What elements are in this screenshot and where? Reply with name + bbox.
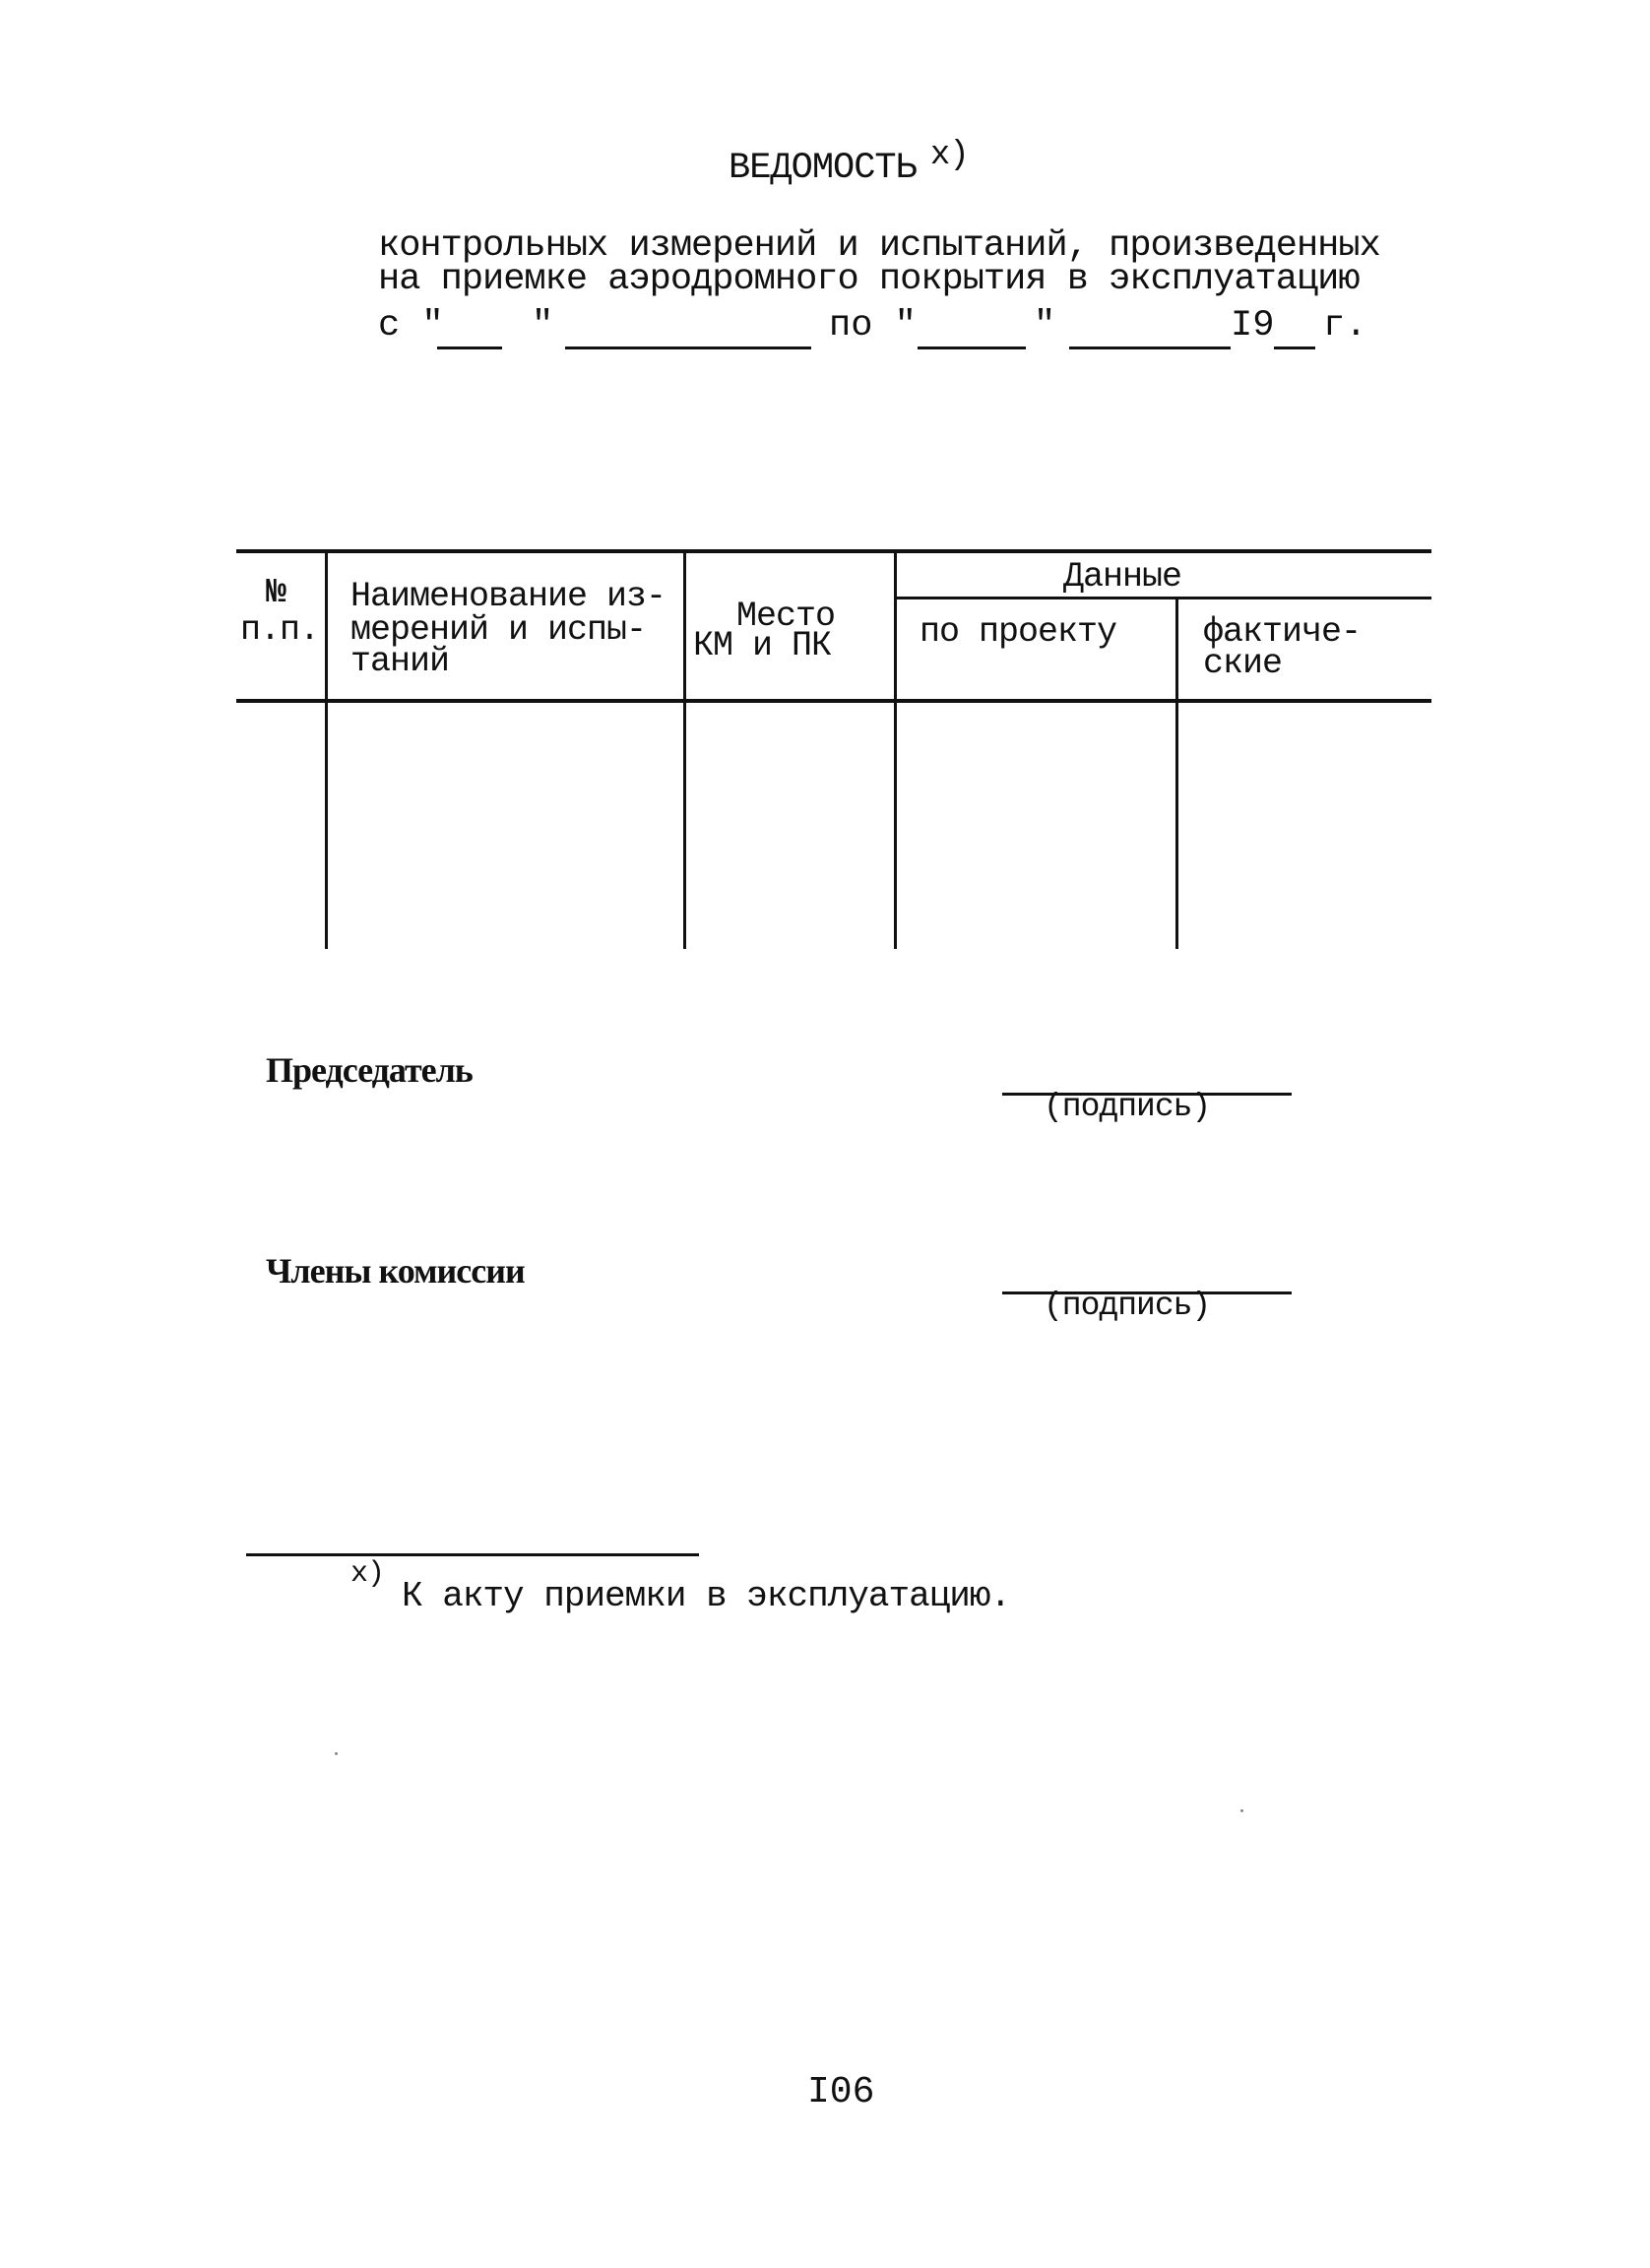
table-top-rule <box>236 549 1431 553</box>
chairman-signature-hint: (подпись) <box>1044 1089 1211 1125</box>
subtitle-line-1: контрольных измерений и испытаний, произведенных <box>378 225 1380 267</box>
col-data-group: Данные <box>1063 557 1182 597</box>
footnote-mark: x) <box>350 1557 385 1591</box>
footnote <box>350 1557 1011 1616</box>
col-place-line-1: Место <box>736 597 836 636</box>
col-actual-line-1: фактиче- <box>1203 612 1362 652</box>
title-footnote-mark: x) <box>929 137 969 174</box>
data-group-rule <box>896 597 1431 599</box>
year-prefix: I9 <box>1231 305 1275 346</box>
members-signature-hint: (подпись) <box>1044 1288 1211 1324</box>
col-num-label: п.п. <box>240 610 320 650</box>
col-divider-3 <box>894 549 897 949</box>
col-project: по проекту <box>920 612 1117 652</box>
chairman-label: Председатель <box>266 1050 473 1090</box>
col-name-line-1: Наименование из- <box>350 577 666 616</box>
col-actual-line-2: ские <box>1203 644 1283 683</box>
col-num-symbol: № <box>266 573 286 612</box>
footnote-rule <box>246 1553 699 1556</box>
date-from-quote-close: " <box>532 305 554 346</box>
col-divider-1 <box>325 549 328 949</box>
header-bottom-rule <box>236 699 1431 703</box>
col-place-line-2: КМ и ПК <box>693 626 832 665</box>
date-to-quote-close: " <box>1034 305 1056 346</box>
month-to-blank[interactable] <box>1069 346 1231 349</box>
page-number: I06 <box>807 2071 875 2113</box>
subtitle-line-2: на приемке аэродромного покрытия в эксплуатацию <box>378 259 1360 300</box>
members-label: Члены комиссии <box>266 1251 525 1291</box>
col-name-line-3: таний <box>350 642 450 681</box>
title-text: ВЕДОМОСТЬ <box>729 148 917 189</box>
scan-speck <box>335 1752 338 1755</box>
year-suffix: г. <box>1323 305 1367 346</box>
day-from-blank[interactable] <box>437 346 502 349</box>
date-to-label: по " <box>829 305 917 346</box>
col-divider-2 <box>683 549 686 949</box>
footnote-text: К акту приемки в эксплуатацию. <box>402 1576 1011 1616</box>
month-from-blank[interactable] <box>565 346 811 349</box>
col-divider-4 <box>1175 598 1178 949</box>
date-range <box>378 305 1382 354</box>
scan-speck <box>1240 1809 1243 1812</box>
document-title <box>729 137 969 189</box>
year-blank[interactable] <box>1274 346 1315 349</box>
date-from-label: с " <box>378 305 444 346</box>
day-to-blank[interactable] <box>918 346 1026 349</box>
col-name-line-2: мерений и испы- <box>350 610 647 650</box>
